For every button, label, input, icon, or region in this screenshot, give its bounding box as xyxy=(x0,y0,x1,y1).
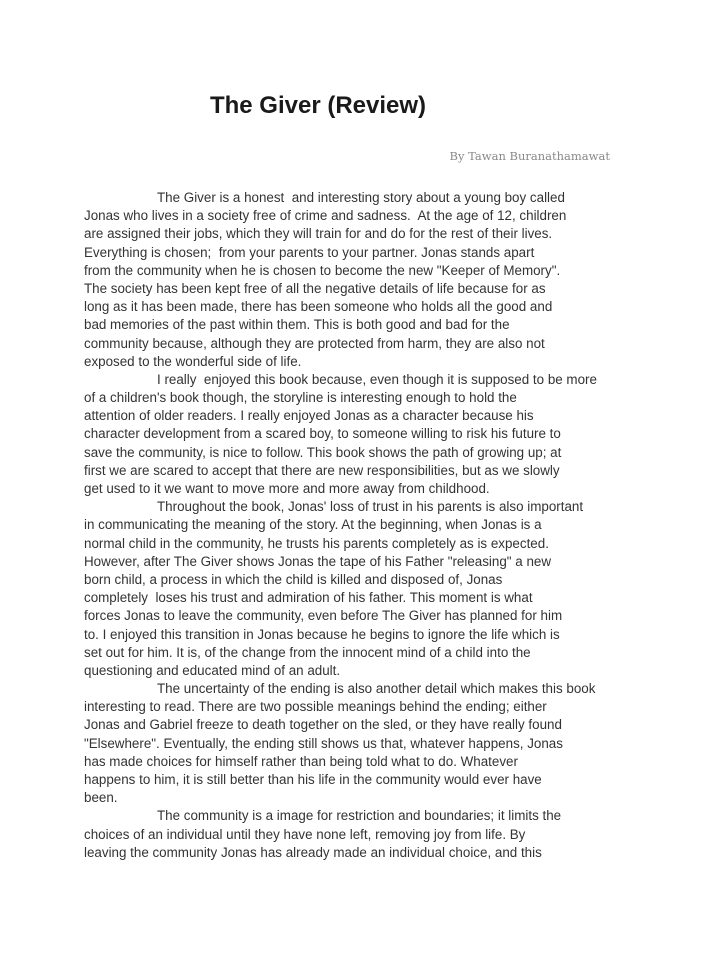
paragraph xyxy=(84,680,684,807)
text-line: attention of older readers. I really enjoyed Jonas as a character because his xyxy=(84,408,534,424)
text-line: community because, although they are protected from harm, they are also not xyxy=(84,335,545,351)
text-line: first we are scared to accept that there are new responsibilities, but as we slowly xyxy=(84,462,560,478)
text-line: completely loses his trust and admiration of his father. This moment is what xyxy=(84,590,533,606)
text-line: "Elsewhere". Eventually, the ending still shows us that, whatever happens, Jonas xyxy=(84,735,563,751)
text-line: Throughout the book, Jonas' loss of trust in his parents is also important xyxy=(157,499,584,515)
text-line: from the community when he is chosen to become the new "Keeper of Memory". xyxy=(84,262,561,278)
text-line: get used to it we want to move more and more away from childhood. xyxy=(84,481,490,496)
text-line: leaving the community Jonas has already made an individual choice, and this xyxy=(84,844,542,860)
text-line: character development from a scared boy, to someone willing to risk his future to xyxy=(84,426,561,442)
text-line: The community is a image for restriction and boundaries; it limits the xyxy=(157,808,562,824)
text-line: been. xyxy=(84,790,118,806)
text-line: save the community, is nice to follow. This book shows the path of growing up; at xyxy=(84,444,562,460)
text-line: choices of an individual until they have none left, removing joy from life. By xyxy=(84,826,526,842)
text-line: in communicating the meaning of the story. At the beginning, when Jonas is a xyxy=(84,517,542,533)
text-line: interesting to read. There are two possible meanings behind the ending; either xyxy=(84,699,547,715)
text-line: questioning and educated mind of an adult. xyxy=(84,662,341,678)
paragraph xyxy=(84,807,684,862)
text-line: happens to him, it is still better than his life in the community would ever have xyxy=(84,772,542,787)
text-line: set out for him. It is, of the change from the innocent mind of a child into the xyxy=(84,644,531,660)
text-line: of a children's book though, the storyline is interesting enough to hold the xyxy=(84,390,517,406)
text-line: long as it has been made, there has been someone who holds all the good and xyxy=(84,299,553,315)
text-line: Jonas and Gabriel freeze to death together on the sled, or they have really found xyxy=(84,717,562,733)
text-line: normal child in the community, he trusts his parents completely as is expected. xyxy=(84,535,549,551)
text-line: exposed to the wonderful side of life. xyxy=(84,353,302,369)
text-line: bad memories of the past within them. This is both good and bad for the xyxy=(84,317,510,333)
author-byline: By Tawan Buranathamawat xyxy=(449,149,610,163)
text-line: has made choices for himself rather than being told what to do. Whatever xyxy=(84,753,518,769)
text-line: The Giver is a honest and interesting story about a young boy called xyxy=(157,190,565,205)
text-line: However, after The Giver shows Jonas the tape of his Father "releasing" a new xyxy=(84,553,552,569)
text-line: The society has been kept free of all the negative details of life because for as xyxy=(84,280,546,296)
document-title: The Giver (Review) xyxy=(209,92,427,119)
review-body xyxy=(84,189,684,862)
text-line: born child, a process in which the child is killed and disposed of, Jonas xyxy=(84,571,503,587)
text-line: forces Jonas to leave the community, even before The Giver has planned for him xyxy=(84,608,563,624)
text-line: Everything is chosen; from your parents to your partner. Jonas stands apart xyxy=(84,244,535,260)
text-line: to. I enjoyed this transition in Jonas because he begins to ignore the life which is xyxy=(84,626,560,642)
text-line: I really enjoyed this book because, even though it is supposed to be more xyxy=(157,371,597,387)
paragraph xyxy=(84,498,684,680)
text-line: The uncertainty of the ending is also another detail which makes this book xyxy=(157,681,596,697)
text-line: Jonas who lives in a society free of crime and sadness. At the age of 12, children xyxy=(84,208,567,224)
paragraph xyxy=(84,371,684,498)
paragraph xyxy=(84,189,684,371)
text-line: are assigned their jobs, which they will train for and do for the rest of their lives. xyxy=(84,226,553,242)
